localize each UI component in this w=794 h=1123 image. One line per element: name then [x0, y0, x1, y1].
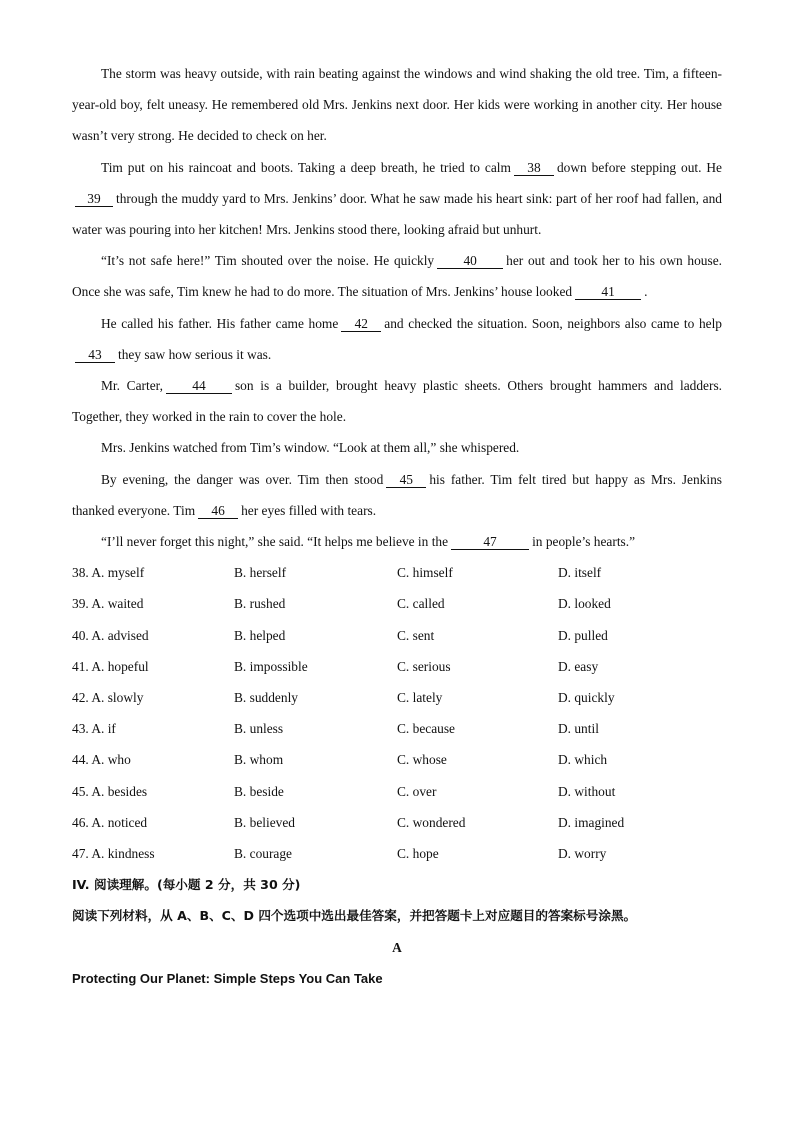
option-b: B. whom — [234, 752, 284, 768]
section-heading: IV. 阅读理解。(每小题 2 分，共 30 分) — [72, 877, 301, 893]
passage-paragraph-1 — [72, 58, 722, 152]
blank-46: 46 — [198, 503, 238, 519]
paragraph-text: and checked the situation. Soon, neighbors also came to help — [384, 315, 722, 331]
option-b: B. believed — [234, 814, 295, 830]
option-a: 46. A. noticed — [72, 814, 148, 830]
option-d: D. easy — [558, 658, 599, 674]
option-c: C. because — [397, 721, 456, 737]
option-a: 44. A. who — [72, 752, 131, 768]
option-b: B. helped — [234, 627, 286, 643]
answer-options — [72, 557, 722, 869]
paragraph-text: The storm was heavy outside, with rain beating against the windows and wind shaking the old tree. Tim, a fifteen-year-old boy, felt uneasy. He remembered old Mrs. Jenkins next door. Her kids were working in another city. Her house wasn’t very strong. He decided to check on her. — [72, 66, 722, 144]
option-row-42 — [72, 682, 722, 713]
paragraph-text: they saw how serious it was. — [118, 346, 272, 362]
blank-42: 42 — [341, 316, 381, 332]
option-b: B. beside — [234, 783, 284, 799]
blank-44: 44 — [166, 378, 232, 394]
option-d: D. itself — [558, 565, 602, 581]
paragraph-text: He called his father. His father came home — [101, 315, 339, 331]
paragraph-text: her eyes filled with tears. — [241, 502, 377, 518]
option-row-47 — [72, 838, 722, 869]
paragraph-text: Mr. Carter, — [101, 378, 163, 394]
option-b: B. unless — [234, 721, 284, 737]
paragraph-text: . — [644, 284, 648, 300]
option-c: C. whose — [397, 752, 447, 768]
option-row-43 — [72, 713, 722, 744]
option-d: D. looked — [558, 596, 611, 612]
option-a: 43. A. if — [72, 721, 116, 737]
option-d: D. quickly — [558, 690, 615, 705]
paragraph-text: “I’ll never forget this night,” she said. “It helps me believe in the — [101, 534, 449, 550]
option-c: C. lately — [397, 690, 443, 705]
passage-paragraph-2 — [72, 152, 722, 246]
blank-38: 38 — [514, 160, 554, 176]
paragraph-text: her out and took her to his own house. Once she was safe, Tim knew he had to do more. The situation of Mrs. Jenkins’ house looked — [72, 253, 723, 300]
option-c: C. himself — [397, 565, 453, 581]
blank-41: 41 — [575, 284, 641, 300]
blank-47: 47 — [451, 534, 529, 550]
option-row-45 — [72, 776, 722, 807]
paragraph-text: down before stepping out. He — [556, 159, 722, 175]
passage-paragraph-7 — [72, 464, 722, 526]
option-b: B. impossible — [234, 658, 308, 674]
option-c: C. called — [397, 596, 445, 612]
option-row-46 — [72, 807, 722, 838]
passage-title: Protecting Our Planet: Simple Steps You Can Take — [72, 970, 383, 986]
option-a: 40. A. advised — [72, 627, 149, 643]
paragraph-text: “It’s not safe here!” Tim shouted over the noise. He quickly — [101, 253, 435, 269]
paragraph-text: in people’s hearts.” — [532, 534, 636, 550]
option-a: 41. A. hopeful — [72, 658, 149, 674]
paragraph-text: his father. Tim felt tired but happy as Mrs. Jenkins thanked everyone. Tim — [72, 471, 722, 518]
passage-paragraph-4 — [72, 308, 722, 370]
passage-paragraph-8 — [72, 526, 722, 557]
option-d: D. which — [558, 752, 608, 768]
blank-43: 43 — [75, 347, 115, 363]
option-d: D. worry — [558, 845, 607, 861]
option-c: C. serious — [397, 658, 451, 674]
option-c: C. wondered — [397, 814, 466, 830]
option-d: D. imagined — [558, 814, 625, 830]
exam-page — [72, 58, 722, 994]
option-a: 39. A. waited — [72, 596, 144, 612]
option-c: C. over — [397, 783, 437, 799]
option-b: B. rushed — [234, 596, 286, 612]
option-a: 38. A. myself — [72, 565, 145, 581]
option-c: C. sent — [397, 627, 435, 643]
option-row-44 — [72, 744, 722, 775]
option-d: D. until — [558, 721, 599, 737]
passage-paragraph-5 — [72, 370, 722, 432]
paragraph-text: son is a builder, brought heavy plastic sheets. Others brought hammers and ladders. Together, they worked in the rain to cover the hole. — [72, 378, 722, 425]
section-instruction: 阅读下列材料，从 A、B、C、D 四个选项中选出最佳答案，并把答题卡上对应题目的答案标号涂黑。 — [72, 908, 637, 924]
option-b: B. herself — [234, 565, 287, 581]
passage-letter: A — [392, 939, 402, 955]
option-d: D. without — [558, 783, 616, 799]
blank-40: 40 — [437, 253, 503, 269]
paragraph-text: By evening, the danger was over. Tim then stood — [101, 471, 384, 487]
option-row-41 — [72, 651, 722, 682]
passage-paragraph-6 — [72, 432, 722, 463]
option-row-38 — [72, 557, 722, 588]
paragraph-text: Tim put on his raincoat and boots. Taking a deep breath, he tried to calm — [101, 159, 511, 175]
option-a: 42. A. slowly — [72, 690, 144, 705]
paragraph-text: Mrs. Jenkins watched from Tim’s window. “Look at them all,” she whispered. — [101, 440, 520, 456]
option-b: B. suddenly — [234, 690, 298, 705]
option-a: 45. A. besides — [72, 783, 148, 799]
option-a: 47. A. kindness — [72, 845, 155, 861]
option-row-39 — [72, 588, 722, 619]
option-row-40 — [72, 620, 722, 651]
blank-39: 39 — [75, 191, 113, 207]
paragraph-text: through the muddy yard to Mrs. Jenkins’ door. What he saw made his heart sink: part of her roof had fallen, and water was pouring into her kitchen! Mrs. Jenkins stood there, looking afraid but unhurt. — [72, 190, 722, 238]
passage-paragraph-3 — [72, 245, 722, 307]
blank-45: 45 — [386, 472, 426, 488]
option-d: D. pulled — [558, 627, 608, 643]
option-c: C. hope — [397, 845, 439, 861]
option-b: B. courage — [234, 845, 293, 861]
